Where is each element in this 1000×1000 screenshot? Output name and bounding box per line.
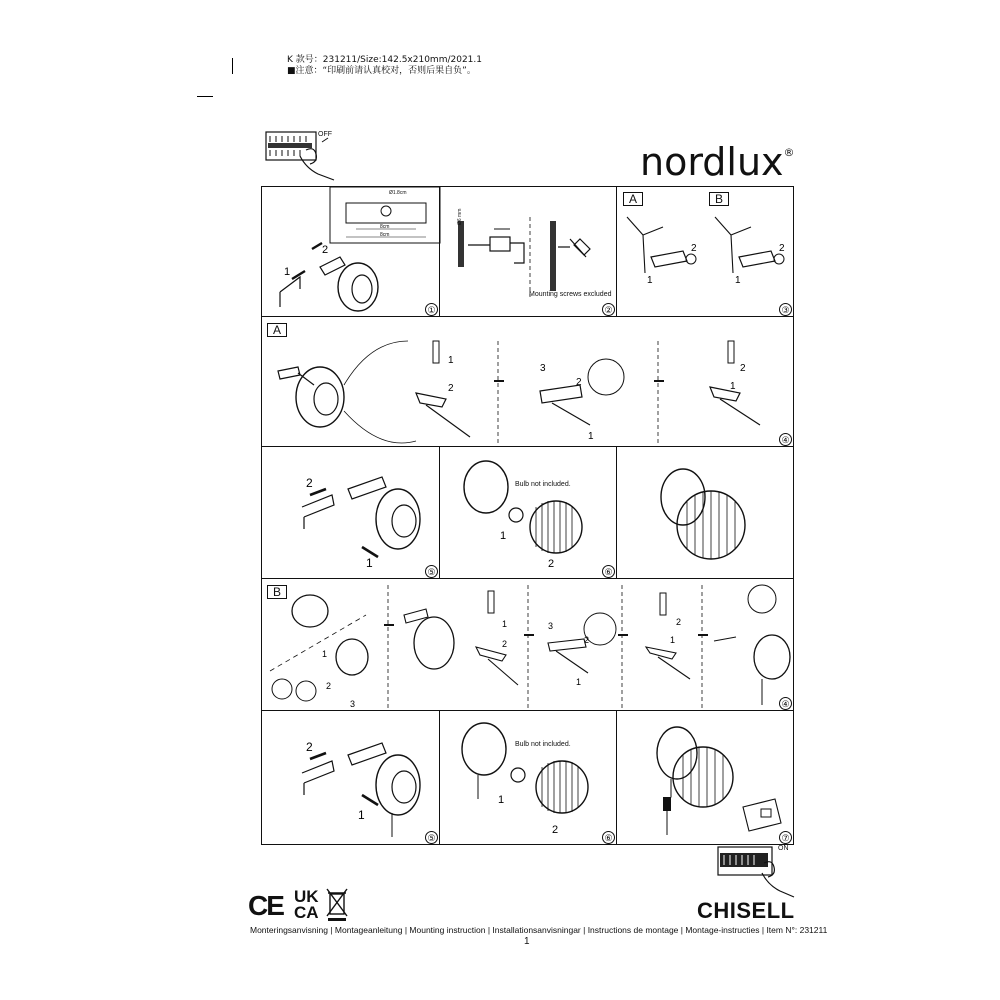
svg-text:1: 1 — [502, 619, 508, 629]
panel-step-3 — [616, 186, 794, 317]
wiring-sequence-a-illustration — [270, 341, 790, 445]
shade-attach-illustration — [460, 457, 600, 572]
svg-text:1: 1 — [498, 794, 505, 806]
lamp-mount-b-illustration — [292, 733, 432, 837]
step-number: ⑤ — [425, 565, 438, 578]
step-number: ① — [425, 303, 438, 316]
step-number: ③ — [779, 303, 792, 316]
svg-text:2: 2 — [306, 476, 313, 490]
bulb-not-included-note: Bulb not included. — [515, 741, 571, 748]
lamp-mount-illustration — [292, 467, 432, 570]
svg-text:2: 2 — [576, 377, 582, 388]
svg-text:1: 1 — [735, 275, 741, 286]
panel-step-2 — [439, 186, 617, 317]
svg-text:1: 1 — [322, 649, 328, 659]
svg-text:2: 2 — [502, 639, 508, 649]
panel-step-6b — [439, 710, 617, 845]
product-name: CHISELL — [697, 898, 795, 923]
svg-text:1: 1 — [670, 635, 676, 645]
brand-logo — [640, 140, 795, 184]
step-number: ④ — [779, 697, 792, 710]
registered-mark: ® — [783, 146, 795, 159]
svg-text:2: 2 — [326, 681, 332, 691]
instruction-languages: Monteringsanvisning | Montageanleitung | Mounting instruction | Installationsanvisningar | Instructions de montage | Montage-instructies | Item N°: 231211 — [250, 925, 828, 935]
option-b-label: B — [267, 585, 287, 599]
svg-text:1: 1 — [366, 556, 373, 570]
drill-wall-illustration — [454, 217, 614, 297]
svg-text:2: 2 — [306, 740, 313, 754]
drill-size-label: Ø6 mm — [457, 208, 463, 225]
svg-text:1: 1 — [647, 275, 653, 286]
dim-circle-label: Ø1.8cm — [389, 190, 407, 196]
svg-text:2: 2 — [779, 243, 785, 254]
switch-on-label: ON — [778, 845, 789, 852]
step-number: ⑦ — [779, 831, 792, 844]
bracket-mounting-illustration — [623, 213, 793, 293]
ce-mark: CE — [248, 890, 283, 921]
lamp-disassembly-illustration — [270, 237, 390, 312]
panel-step-5a — [261, 446, 440, 579]
svg-text:2: 2 — [676, 617, 682, 627]
panel-step-4b — [261, 578, 794, 711]
panel-step-7b — [616, 710, 794, 845]
svg-text:1: 1 — [588, 431, 594, 442]
step-number: ⑤ — [425, 831, 438, 844]
weee-bin-icon — [326, 888, 348, 922]
finished-lamp-plug-illustration — [651, 723, 791, 835]
crop-mark — [232, 58, 233, 74]
panel-step-6a — [439, 446, 617, 579]
panel-finished-a — [616, 446, 794, 579]
option-b-label: B — [709, 192, 729, 206]
svg-text:3: 3 — [350, 699, 356, 709]
bulb-not-included-note: Bulb not included. — [515, 481, 571, 488]
ukca-mark — [294, 889, 319, 921]
wiring-sequence-b-illustration — [266, 585, 790, 709]
panel-step-1 — [261, 186, 440, 317]
step-number: ⑥ — [602, 831, 615, 844]
step-number: ② — [602, 303, 615, 316]
shade-attach-b-illustration — [458, 719, 602, 839]
crop-mark — [197, 96, 213, 97]
svg-text:1: 1 — [358, 808, 365, 822]
panel-step-5b — [261, 710, 440, 845]
ukca-bottom: CA — [294, 903, 319, 922]
page-number: 1 — [524, 936, 530, 947]
svg-text:3: 3 — [540, 363, 546, 374]
switch-off-label: OFF — [318, 131, 332, 138]
svg-text:1: 1 — [284, 266, 291, 278]
svg-text:2: 2 — [740, 363, 746, 374]
mounting-screws-note: Mounting screws excluded — [529, 291, 612, 298]
svg-text:1: 1 — [576, 677, 582, 687]
dim-outer-label: 8cm — [380, 232, 390, 238]
finished-lamp-illustration — [657, 467, 757, 567]
svg-text:1: 1 — [448, 355, 454, 366]
step-number: ⑥ — [602, 565, 615, 578]
ukca-top: UK — [294, 887, 319, 906]
step-number: ④ — [779, 433, 792, 446]
panel-step-4a — [261, 316, 794, 447]
print-warning-line: ■注意：“印刷前请认真校对，否则后果自负”。 — [287, 66, 476, 76]
dim-inner-label: 8cm — [380, 224, 390, 230]
svg-text:3: 3 — [548, 621, 554, 631]
brand-name: nordlux — [640, 140, 784, 184]
svg-text:2: 2 — [691, 243, 697, 254]
svg-text:2: 2 — [584, 635, 590, 645]
print-spec-line: K 款号：231211/Size:142.5x210mm/2021.1 — [287, 55, 482, 65]
option-a-label: A — [267, 323, 287, 337]
svg-text:2: 2 — [448, 383, 454, 394]
svg-text:1: 1 — [500, 530, 507, 542]
svg-text:1: 1 — [730, 381, 736, 392]
svg-text:2: 2 — [322, 244, 329, 256]
svg-text:2: 2 — [548, 558, 555, 570]
option-a-label: A — [623, 192, 643, 206]
svg-text:2: 2 — [552, 824, 559, 836]
